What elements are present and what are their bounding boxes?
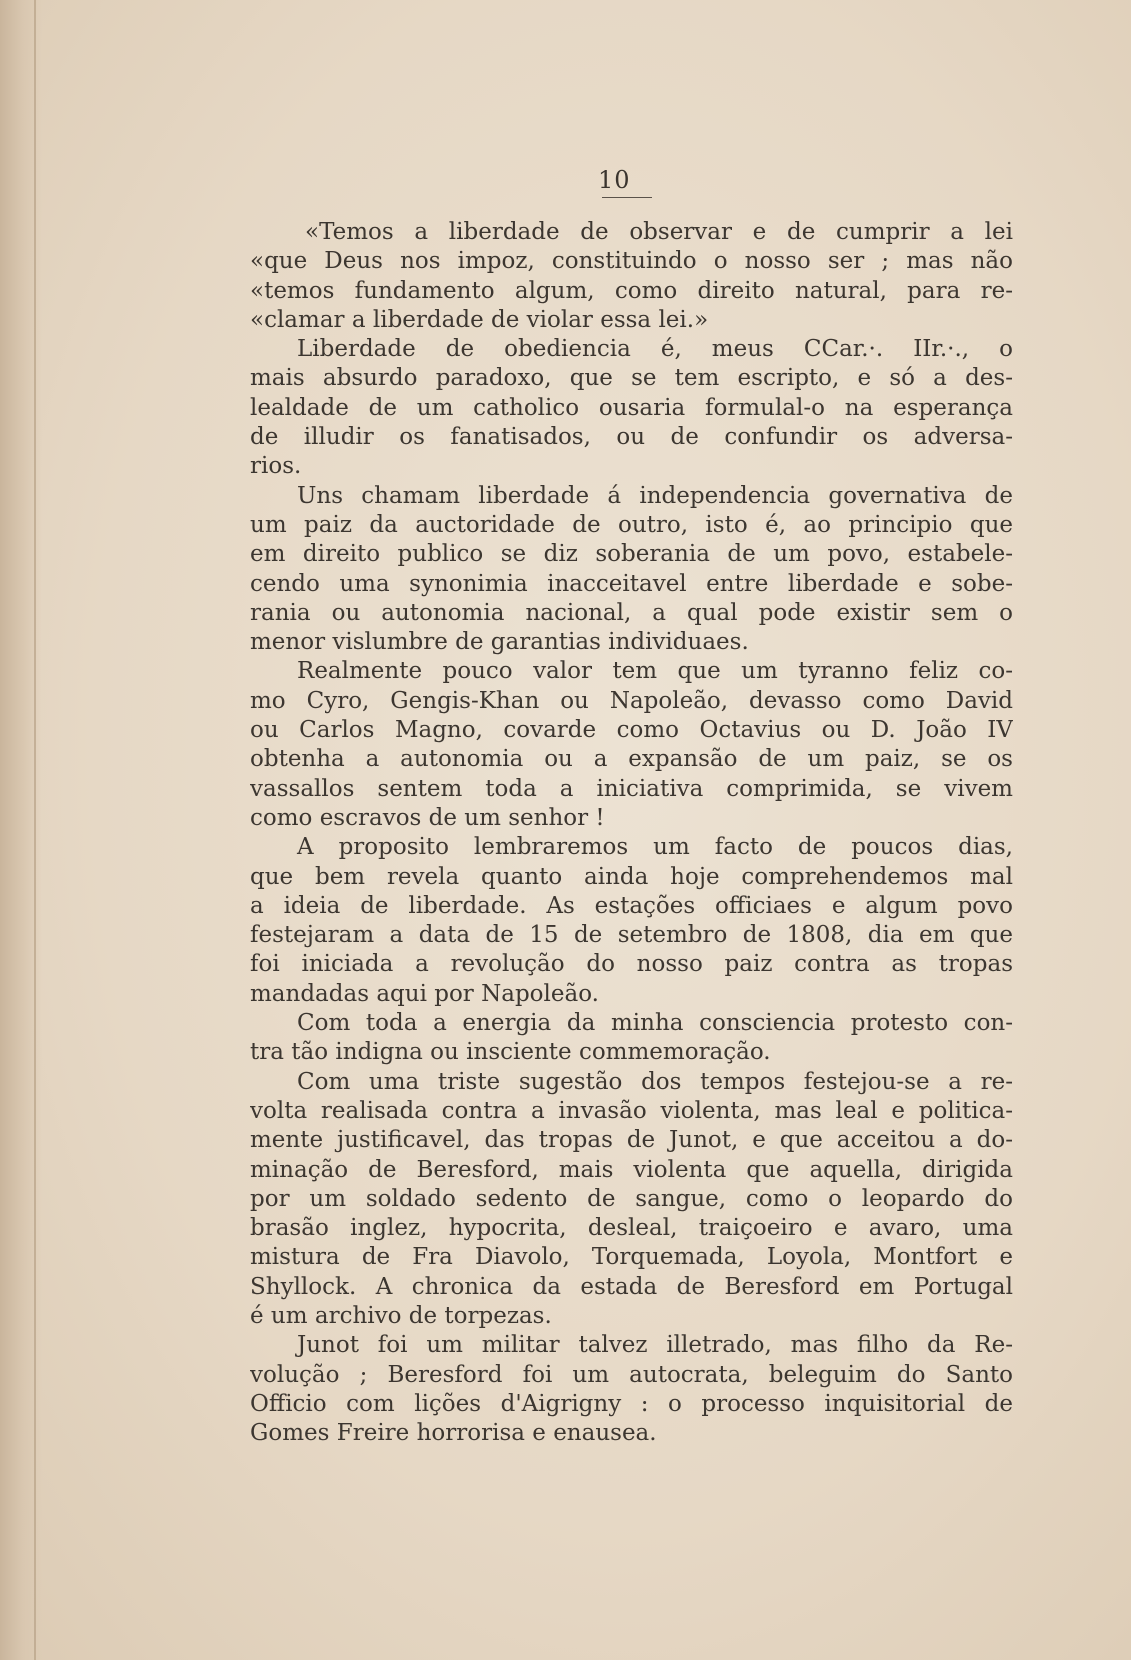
page-spine-line: [34, 0, 36, 1660]
text-line: minação de Beresford, mais violenta que aquella, dirigida: [250, 1156, 1013, 1183]
text-line: vassallos sentem toda a iniciativa comprimida, se vivem: [250, 775, 1013, 802]
text-line: «clamar a liberdade de violar essa lei.»: [250, 306, 709, 333]
text-line: que bem revela quanto ainda hoje comprehendemos mal: [250, 863, 1013, 890]
text-line: volução ; Beresford foi um autocrata, beleguim do Santo: [250, 1361, 1013, 1388]
text-line: Com toda a energia da minha consciencia protesto con-: [297, 1010, 1013, 1037]
text-line: obtenha a autonomia ou a expansão de um paiz, se os: [250, 746, 1013, 773]
text-line: Liberdade de obediencia é, meus CCar.·. IIr.·., o: [297, 336, 1013, 363]
text-line: um paiz da auctoridade de outro, isto é, ao principio que: [250, 511, 1013, 538]
paragraph: [250, 482, 1013, 658]
text-line: é um archivo de torpezas.: [250, 1302, 552, 1329]
page-number: 10: [598, 166, 631, 194]
body-text: [250, 218, 1013, 1448]
text-line: Gomes Freire horrorisa e enausea.: [250, 1420, 657, 1447]
text-line: «que Deus nos impoz, constituindo o nosso ser ; mas não: [250, 248, 1013, 275]
text-line: Com uma triste sugestão dos tempos festejou-se a re-: [297, 1068, 1013, 1095]
text-line: em direito publico se diz soberania de um povo, estabele-: [250, 541, 1013, 568]
text-line: como escravos de um senhor !: [250, 804, 605, 831]
text-line: «temos fundamento algum, como direito natural, para re-: [250, 277, 1013, 304]
text-line: mistura de Fra Diavolo, Torquemada, Loyola, Montfort e: [250, 1244, 1013, 1271]
text-line: foi iniciada a revolução do nosso paiz contra as tropas: [250, 951, 1013, 978]
text-line: mo Cyro, Gengis-Khan ou Napoleão, devasso como David: [250, 687, 1013, 714]
text-line: «Temos a liberdade de observar e de cumprir a lei: [305, 219, 1013, 245]
paragraph: [250, 833, 1013, 1009]
text-line: Officio com lições d'Aigrigny : o processo inquisitorial de: [250, 1390, 1013, 1417]
text-line: A proposito lembraremos um facto de poucos dias,: [297, 834, 1013, 861]
text-line: por um soldado sedento de sangue, como o leopardo do: [250, 1185, 1013, 1212]
text-line: rania ou autonomia nacional, a qual pode existir sem o: [250, 599, 1013, 626]
text-line: mandadas aqui por Napoleão.: [250, 980, 599, 1007]
page-number-rule: [602, 197, 652, 198]
text-line: Realmente pouco valor tem que um tyranno feliz co-: [297, 658, 1013, 685]
text-line: volta realisada contra a invasão violenta, mas leal e politica-: [250, 1097, 1013, 1124]
text-line: brasão inglez, hypocrita, desleal, traiçoeiro e avaro, uma: [250, 1215, 1013, 1242]
text-line: Junot foi um militar talvez illetrado, mas filho da Re-: [297, 1332, 1013, 1359]
text-line: cendo uma synonimia inacceitavel entre liberdade e sobe-: [250, 570, 1013, 597]
text-line: de illudir os fanatisados, ou de confundir os adversa-: [250, 424, 1013, 451]
text-line: Uns chamam liberdade á independencia governativa de: [297, 482, 1013, 509]
text-line: ou Carlos Magno, covarde como Octavius ou D. João IV: [250, 717, 1013, 744]
paragraph: [250, 1009, 1013, 1068]
text-line: menor vislumbre de garantias individuaes.: [250, 629, 749, 656]
paragraph: [250, 335, 1013, 481]
paragraph: [250, 1068, 1013, 1332]
text-line: rios.: [250, 453, 302, 480]
paragraph: [250, 657, 1013, 833]
text-line: mente justificavel, das tropas de Junot, e que acceitou a do-: [250, 1127, 1013, 1154]
text-line: lealdade de um catholico ousaria formulal-o na esperança: [250, 394, 1013, 421]
text-line: Shyllock. A chronica da estada de Beresford em Portugal: [250, 1273, 1013, 1300]
text-line: mais absurdo paradoxo, que se tem escripto, e só a des-: [250, 365, 1013, 392]
paragraph: [250, 1331, 1013, 1448]
text-line: festejaram a data de 15 de setembro de 1808, dia em que: [250, 922, 1013, 949]
text-line: tra tão indigna ou insciente commemoração.: [250, 1039, 771, 1066]
text-line: a ideia de liberdade. As estações officiaes e algum povo: [250, 892, 1013, 919]
paragraph-quote: [250, 218, 1013, 335]
